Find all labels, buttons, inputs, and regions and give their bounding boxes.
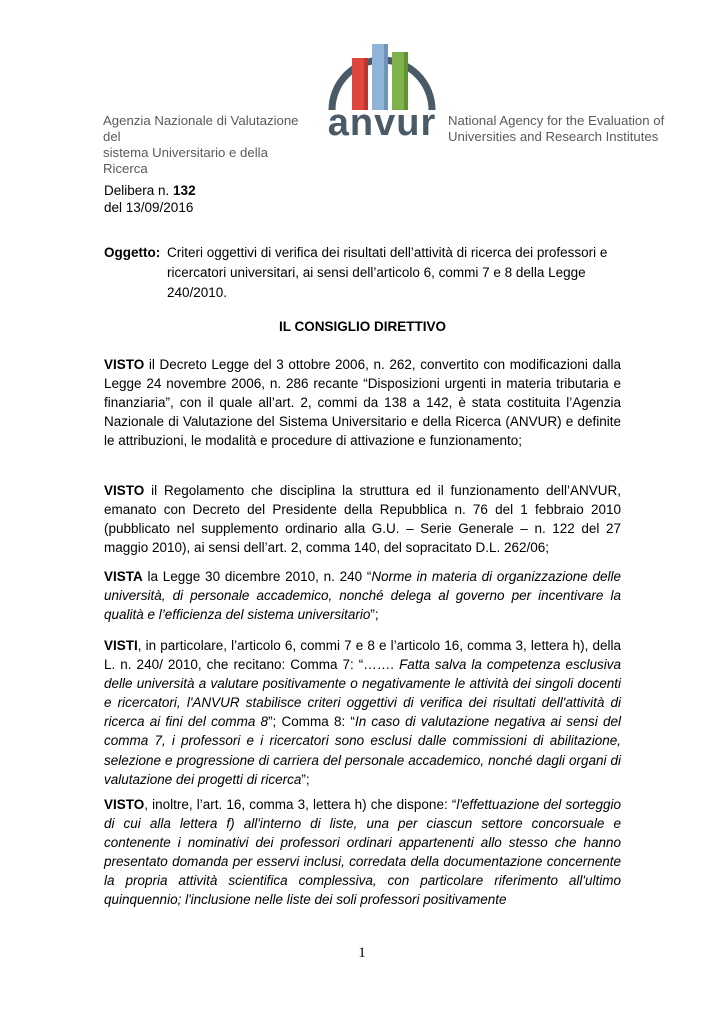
paragraph-visti-articoli [104, 636, 621, 789]
agency-name-italian-line1: Agenzia Nazionale di Valutazione del [103, 113, 299, 144]
paragraph-text: ”; [370, 607, 379, 623]
paragraph-text: ”; [301, 771, 310, 787]
delibera-number-line [104, 182, 196, 199]
delibera-date: del 13/09/2016 [104, 200, 194, 215]
paragraph-lead: VISTO [104, 797, 145, 812]
paragraph-text: il Regolamento che disciplina la struttura ed il funzionamento dell’ANVUR, emanato con Decreto del Presidente della Repubblica n. 76 del 1 febbraio 2010 (pubblicato nel supplemento ordinario alla G.U. – Serie Generale – n. 122 del 27 maggio 2010), ai sensi dell’art. 2, comma 140, del sopracitato D.L. 262/06; [104, 483, 621, 556]
delibera-prefix: Delibera n. [104, 183, 174, 198]
paragraph-text: ”; Comma 8: “ [268, 714, 355, 730]
paragraph-italic: In caso di valutazione negativa ai sensi del comma 7, i professori e i ricercatori sono esclusi dalle commissioni di abilitazione, selezione e progressione di carriera del personale accademico, nonché dagli organi di valutazione dei progetti di ricerca [104, 714, 622, 787]
paragraph-italic: Fatta salva la competenza esclusiva delle università a valutare positivamente o negativamente le attività dei singoli docenti e ricercatori, l'ANVUR stabilisce criteri oggettivi di verifica dei risultati dell'attività di ricerca ai fini del comma 8 [104, 657, 621, 730]
agency-name-italian-line2: sistema Universitario e della Ricerca [103, 145, 268, 176]
agency-name-english-line1: National Agency for the Evaluation of [448, 113, 665, 128]
paragraph-lead: VISTO [104, 483, 145, 498]
agency-name-english [448, 113, 678, 145]
oggetto-label: Oggetto: [104, 245, 161, 260]
paragraph-lead: VISTA [104, 569, 143, 584]
anvur-logo-wordmark: anvur [327, 102, 437, 144]
paragraph-text: la Legge 30 dicembre 2010, n. 240 “ [142, 569, 372, 584]
delibera-number: 132 [173, 183, 196, 198]
paragraph-visto-decreto [104, 355, 621, 450]
agency-name-italian [103, 113, 313, 177]
oggetto-text: Criteri oggettivi di verifica dei risultati dell’attività di ricerca dei professori e ricercatori universitari, ai sensi dell’articolo 6, commi 7 e 8 della Legge 240/2010. [167, 245, 608, 300]
paragraph-visto-regolamento [104, 481, 621, 557]
paragraph-vista-legge [104, 567, 621, 624]
page-number: 1 [358, 945, 366, 961]
paragraph-italic: Norme in materia di organizzazione delle università, di personale accademico, nonché delega al governo per incentivare la qualità e l’efficienza del sistema universitario [104, 569, 621, 623]
paragraph-visto-art16 [104, 795, 621, 910]
paragraph-text: il Decreto Legge del 3 ottobre 2006, n. 262, convertito con modificazioni dalla Legge 24 novembre 2006, n. 286 recante “Disposizioni urgenti in materia tributaria e finanziaria”, con il quale all’art. 2, commi da 138 a 142, è stata costituita l’Agenzia Nazionale di Valutazione del Sistema Universitario e della Ricerca (ANVUR) e definite le attribuzioni, le modalità e procedure di attivazione e funzionamento; [104, 357, 621, 449]
paragraph-text: , inoltre, l’art. 16, comma 3, lettera h) che dispone: “ [144, 797, 457, 812]
paragraph-lead: VISTI [104, 638, 138, 653]
paragraph-text: , in particolare, l’articolo 6, commi 7 e 8 e l’articolo 16, comma 3, lettera h), della L. n. 240/ 2010, che recitano: Comma 7: “……. [104, 638, 621, 673]
oggetto-block [104, 243, 621, 303]
section-heading: IL CONSIGLIO DIRETTIVO [278, 319, 446, 334]
delibera-meta [104, 182, 196, 216]
paragraph-lead: VISTO [104, 357, 145, 372]
paragraph-italic: l'effettuazione del sorteggio di cui alla lettera f) all'interno di liste, una per ciascun settore concorsuale e contenente i nominativi dei professori ordinari appartenenti allo stesso che hanno presentato domanda per esservi inclusi, corredata della documentazione concernente la propria attività scientifica complessiva, con particolare riferimento all'ultimo quinquennio; l'inclusione nelle liste dei soli professori positivamente [104, 797, 621, 908]
agency-name-english-line2: Universities and Research Institutes [448, 129, 659, 144]
